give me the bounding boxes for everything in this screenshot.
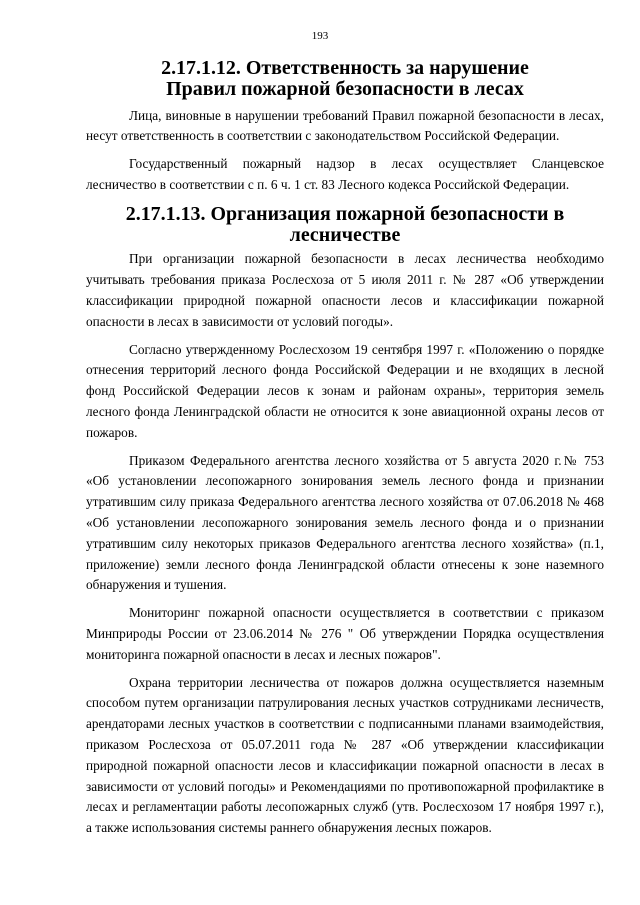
paragraph: Охрана территории лесничества от пожаров должна осуществляется наземным способом путем организации патрулирования лесных участков сотрудниками лесничеств, арендаторами лесных участков в соответствии с подписанными планами взаимодействия, приказом Рослесхоза от 05.07.2011 года № 287 «Об утверждении классификации природной пожарной опасности лесов и классификации пожарной опасности в лесах в зависимости от условий погоды» и Рекомендациями по противопожарной профилактике в лесах и регламентации работы лесопожарных служб (утв. Рослесхозом 17 ноября 1997 г.), а также использования системы раннего обнаружения лесных пожаров.: [86, 674, 604, 836]
section-heading-organization: 2.17.1.13. Организация пожарной безопасности в лесничестве: [125, 202, 565, 246]
paragraph: Согласно утвержденному Рослесхозом 19 сентября 1997 г. «Положению о порядке отнесения территорий лесного фонда Российской Федерации и не входящих в лесной фонд Российской Федерации лесов к зонам и районам охраны», территория земель лесного фонда Ленинградской области не относится к зоне авиационной охраны лесов от пожаров.: [86, 341, 604, 440]
paragraph: Лица, виновные в нарушении требований Правил пожарной безопасности в лесах, несут ответственность в соответствии с законодательством Российской Федерации.: [86, 107, 604, 144]
paragraph: Государственный пожарный надзор в лесах осуществляет Сланцевское лесничество в соответствии с п. 6 ч. 1 ст. 83 Лесного кодекса Российской Федерации.: [86, 156, 604, 192]
section-heading-responsibility: 2.17.1.12. Ответственность за нарушение Правил пожарной безопасности в лесах: [161, 57, 529, 100]
page-number: 193: [311, 30, 329, 42]
document-body: [86, 58, 604, 846]
paragraph: При организации пожарной безопасности в лесах лесничества необходимо учитывать требования приказа Рослесхоза от 5 июля 2011 г. № 287 «Об утверждении классификации природной пожарной опасности лесов и классификации пожарной опасности в лесах в зависимости от условий погоды».: [86, 251, 604, 329]
paragraph: Приказом Федерального агентства лесного хозяйства от 5 августа 2020 г.№ 753 «Об установлении лесопожарного зонирования земель лесного фонда и признании утратившим силу приказа Федерального агентства лесного хозяйства от 07.06.2018 № 468 «Об установлении лесопожарного зонирования земель лесного фонда и о признании утратившим силу некоторых приказов Федерального агентства лесного хозяйства» (п.1, приложение) земли лесного фонда Ленинградской области отнесены к зоне наземного обнаружения и тушения.: [86, 452, 604, 593]
paragraph: Мониторинг пожарной опасности осуществляется в соответствии с приказом Минприроды России от 23.06.2014 № 276 " Об утверждении Порядка осуществления мониторинга пожарной опасности в лесах и лесных пожаров".: [86, 605, 604, 662]
